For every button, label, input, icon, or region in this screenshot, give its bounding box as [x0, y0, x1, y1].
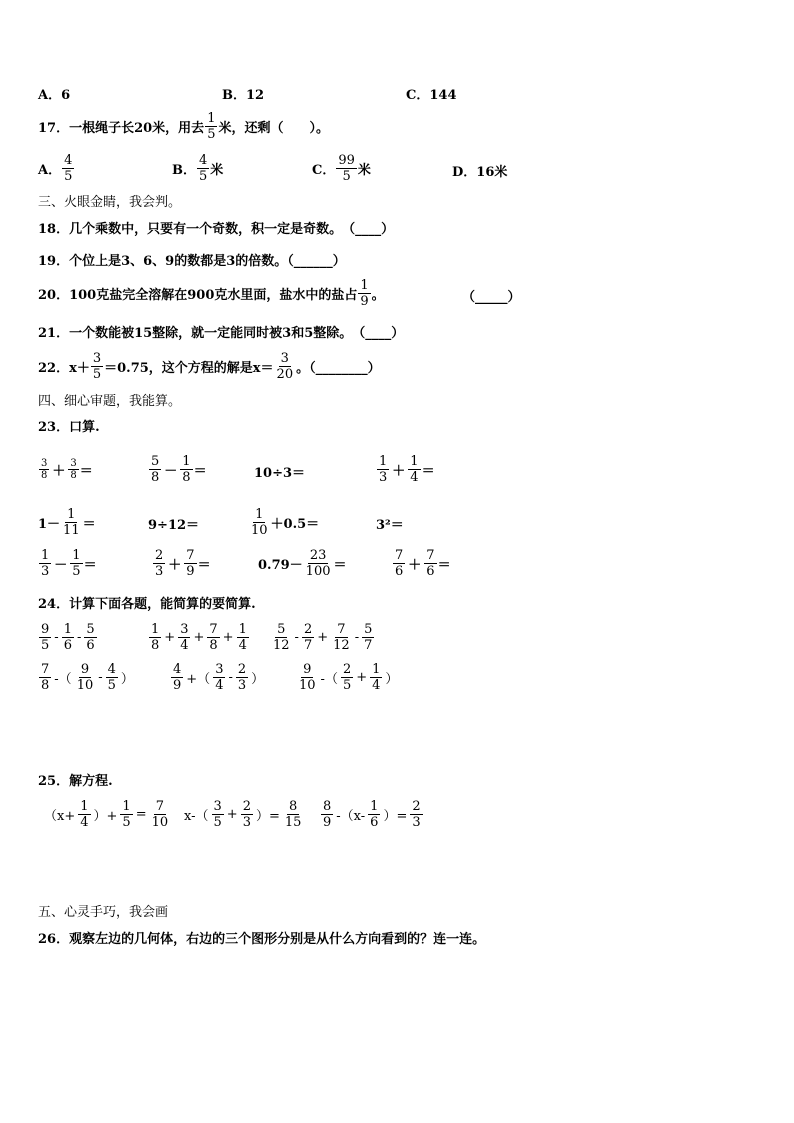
question-17: [38, 110, 329, 142]
fraction: [150, 799, 171, 830]
operator: x-（: [184, 808, 209, 824]
section-3-heading: 三、火眼金睛，我会判。: [38, 195, 182, 210]
denominator: 12: [273, 637, 290, 653]
fraction: [62, 622, 74, 653]
q23-r3-d: $\frac{7}{6}$ ＋ $\frac{7}{6}$ ＝: [395, 547, 451, 579]
denominator: 10: [299, 677, 316, 693]
q16-option-c: C．144: [406, 88, 457, 103]
q17-suffix: 米，还剩（ ）。: [218, 120, 329, 136]
q23-r3-a: $\frac{1}{3}$ － $\frac{1}{5}$ ＝: [41, 547, 97, 579]
q24-title: 24．计算下面各题，能简算的要简算.: [38, 597, 256, 612]
numerator: 9: [303, 661, 312, 677]
q23-r2-b: 9÷12＝: [148, 518, 200, 533]
operator: -: [294, 629, 299, 645]
numerator: 7: [337, 621, 346, 637]
q23-r2-a: 1－ $\frac{1}{11}$ ＝: [38, 506, 96, 538]
operator: ）=: [383, 808, 408, 824]
operator: +: [356, 669, 368, 685]
operator: -: [228, 669, 233, 685]
denominator: 8: [151, 637, 160, 653]
numerator: 4: [173, 661, 182, 677]
fraction: [341, 662, 353, 693]
q23-r3-b: $\frac{2}{3}$ ＋ $\frac{7}{9}$ ＝: [155, 547, 211, 579]
q24-r2-1: [170, 660, 266, 694]
fraction: [207, 622, 219, 653]
q23-r2-d: 3²＝: [376, 518, 404, 533]
operator: +（: [186, 671, 211, 687]
numerator: 1: [122, 798, 131, 814]
question-22: 22．x＋ $\frac{3}{5}$ ＝0.75，这个方程的解是x＝ $\frac{3}{20}$ 。（________）: [38, 350, 381, 382]
denominator: 7: [303, 637, 313, 653]
question-19: 19．个位上是3、6、9的数都是3的倍数。（______）: [38, 254, 346, 269]
denominator: 4: [215, 677, 224, 693]
q17-option-a: A． $\frac{4}{5}$: [38, 152, 73, 184]
q17-option-c: C． $\frac{99}{5}$ 米: [312, 152, 371, 184]
denominator: 5: [213, 814, 222, 830]
numerator: 8: [289, 798, 298, 814]
denominator: 8: [209, 637, 218, 653]
fraction: [75, 662, 96, 693]
denominator: 3: [237, 677, 247, 693]
denominator: 3: [412, 814, 421, 830]
numerator: 1: [80, 798, 89, 814]
denominator: 9: [173, 677, 182, 693]
fraction: [370, 662, 382, 693]
operator: +: [226, 806, 238, 822]
denominator: 4: [180, 637, 189, 653]
numerator: 7: [155, 798, 165, 814]
operator: -: [98, 669, 103, 685]
q16-option-a: A．6: [38, 88, 71, 103]
operator: ）: [120, 671, 134, 687]
operator: =: [135, 806, 147, 822]
numerator: 9: [41, 621, 50, 637]
numerator: 1: [63, 621, 72, 637]
q23-r1-c: 10÷3＝: [254, 466, 306, 481]
numerator: 1: [372, 661, 381, 677]
q24-r1-2: [270, 620, 375, 654]
numerator: 4: [107, 661, 116, 677]
numerator: 1: [238, 621, 247, 637]
operator: ）: [385, 671, 399, 687]
denominator: 8: [41, 677, 50, 693]
denominator: 5: [342, 677, 352, 693]
q17-option-d: D．16米: [452, 165, 508, 180]
q24-r1-0: [38, 620, 98, 654]
fraction: [321, 799, 333, 830]
question-20: 20．100克盐完全溶解在900克水里面，盐水中的盐占 $\frac{1}{9}$ 。: [38, 277, 385, 309]
operator: ）=: [255, 808, 280, 824]
numerator: 5: [86, 621, 95, 637]
fraction: [368, 799, 380, 830]
question-18: 18．几个乘数中，只要有一个奇数，积一定是奇数。 （____）: [38, 222, 395, 237]
fraction: [171, 662, 183, 693]
fraction: [106, 662, 118, 693]
q23-r1-a: $\frac{3}{8}$ ＋ $\frac{3}{8}$ ＝: [41, 457, 93, 481]
denominator: 5: [107, 677, 116, 693]
operator: -（x-: [336, 808, 366, 824]
operator: -（: [320, 671, 338, 687]
numerator: 7: [209, 621, 218, 637]
q23-r3-c: 0.79－ $\frac{23}{100}$ ＝: [258, 547, 347, 579]
numerator: 3: [180, 621, 189, 637]
fraction: [271, 622, 292, 653]
operator: -: [354, 629, 360, 645]
question-26: 26．观察左边的几何体，右边的三个图形分别是从什么方向看到的？连一连。: [38, 932, 486, 947]
q24-r1-1: [148, 620, 250, 654]
operator: +: [193, 629, 205, 645]
fraction: [39, 662, 51, 693]
question-21: 21．一个数能被15整除，就一定能同时被3和5整除。 （____）: [38, 326, 405, 341]
operator: +: [164, 629, 176, 645]
numerator: 2: [412, 798, 421, 814]
denominator: 5: [41, 637, 50, 653]
numerator: 1: [151, 621, 160, 637]
operator: -（: [54, 671, 72, 687]
denominator: 4: [80, 814, 89, 830]
fraction: [212, 799, 224, 830]
operator: -: [54, 629, 59, 645]
fraction: [302, 622, 314, 653]
fraction: [120, 799, 132, 830]
denominator: 9: [323, 814, 332, 830]
denominator: 6: [63, 637, 72, 653]
q16-option-b: B．12: [222, 88, 265, 103]
numerator: 1: [370, 798, 379, 814]
fraction: [149, 622, 161, 653]
fraction: [84, 622, 96, 653]
denominator: 6: [370, 814, 379, 830]
q25-title: 25．解方程.: [38, 774, 113, 789]
fraction: [237, 622, 249, 653]
q23-r2-c: $\frac{1}{10}$ ＋0.5＝: [251, 506, 320, 538]
fraction: [241, 799, 253, 830]
numerator: 2: [242, 798, 251, 814]
denominator: 7: [364, 637, 373, 653]
denominator: 4: [238, 637, 247, 653]
q25-eq-0: [42, 797, 171, 831]
q24-r2-0: [38, 660, 136, 694]
fraction: $\frac{1}{5}$: [207, 110, 216, 142]
fraction: [213, 662, 225, 693]
fraction: [410, 799, 422, 830]
denominator: 3: [242, 814, 251, 830]
denominator: 10: [76, 677, 94, 693]
numerator: 2: [303, 621, 313, 637]
numerator: 5: [277, 621, 286, 637]
q25-eq-2: [320, 797, 424, 831]
numerator: 3: [215, 661, 224, 677]
fraction: [362, 622, 374, 653]
q23-title: 23．口算.: [38, 420, 100, 435]
numerator: 7: [41, 661, 50, 677]
operator: -: [76, 629, 82, 645]
q23-r1-d: $\frac{1}{3}$ ＋ $\frac{1}{4}$ ＝: [379, 453, 435, 485]
q23-r1-b: $\frac{5}{8}$ － $\frac{1}{8}$ ＝: [151, 453, 207, 485]
fraction: [236, 662, 248, 693]
section-5-heading: 五、心灵手巧，我会画: [38, 905, 169, 920]
denominator: 15: [284, 814, 302, 830]
denominator: 12: [333, 637, 350, 653]
operator: +: [222, 629, 234, 645]
numerator: 2: [237, 661, 247, 677]
denominator: 5: [122, 814, 131, 830]
fraction: [297, 662, 318, 693]
operator: （x+: [44, 808, 76, 824]
numerator: 8: [323, 798, 332, 814]
q17-prefix: 17．一根绳子长20米，用去: [38, 120, 205, 136]
fraction: [178, 622, 190, 653]
fraction: [39, 622, 51, 653]
operator: +: [317, 629, 329, 645]
fraction: [78, 799, 90, 830]
numerator: 9: [80, 661, 90, 677]
denominator: 10: [151, 814, 169, 830]
q24-r2-2: [296, 660, 400, 694]
operator: ）: [251, 671, 265, 687]
q17-option-b: B． $\frac{4}{5}$ 米: [172, 152, 224, 184]
operator: ）+: [93, 808, 118, 824]
fraction: [331, 622, 352, 653]
denominator: 4: [372, 677, 381, 693]
fraction: [283, 799, 304, 830]
numerator: 5: [364, 621, 373, 637]
section-4-heading: 四、细心审题，我能算。: [38, 394, 182, 409]
q25-eq-1: [182, 797, 304, 831]
denominator: 6: [86, 637, 95, 653]
q20-answer-blank[interactable]: （_____）: [462, 290, 521, 305]
numerator: 2: [342, 661, 352, 677]
numerator: 3: [213, 798, 222, 814]
